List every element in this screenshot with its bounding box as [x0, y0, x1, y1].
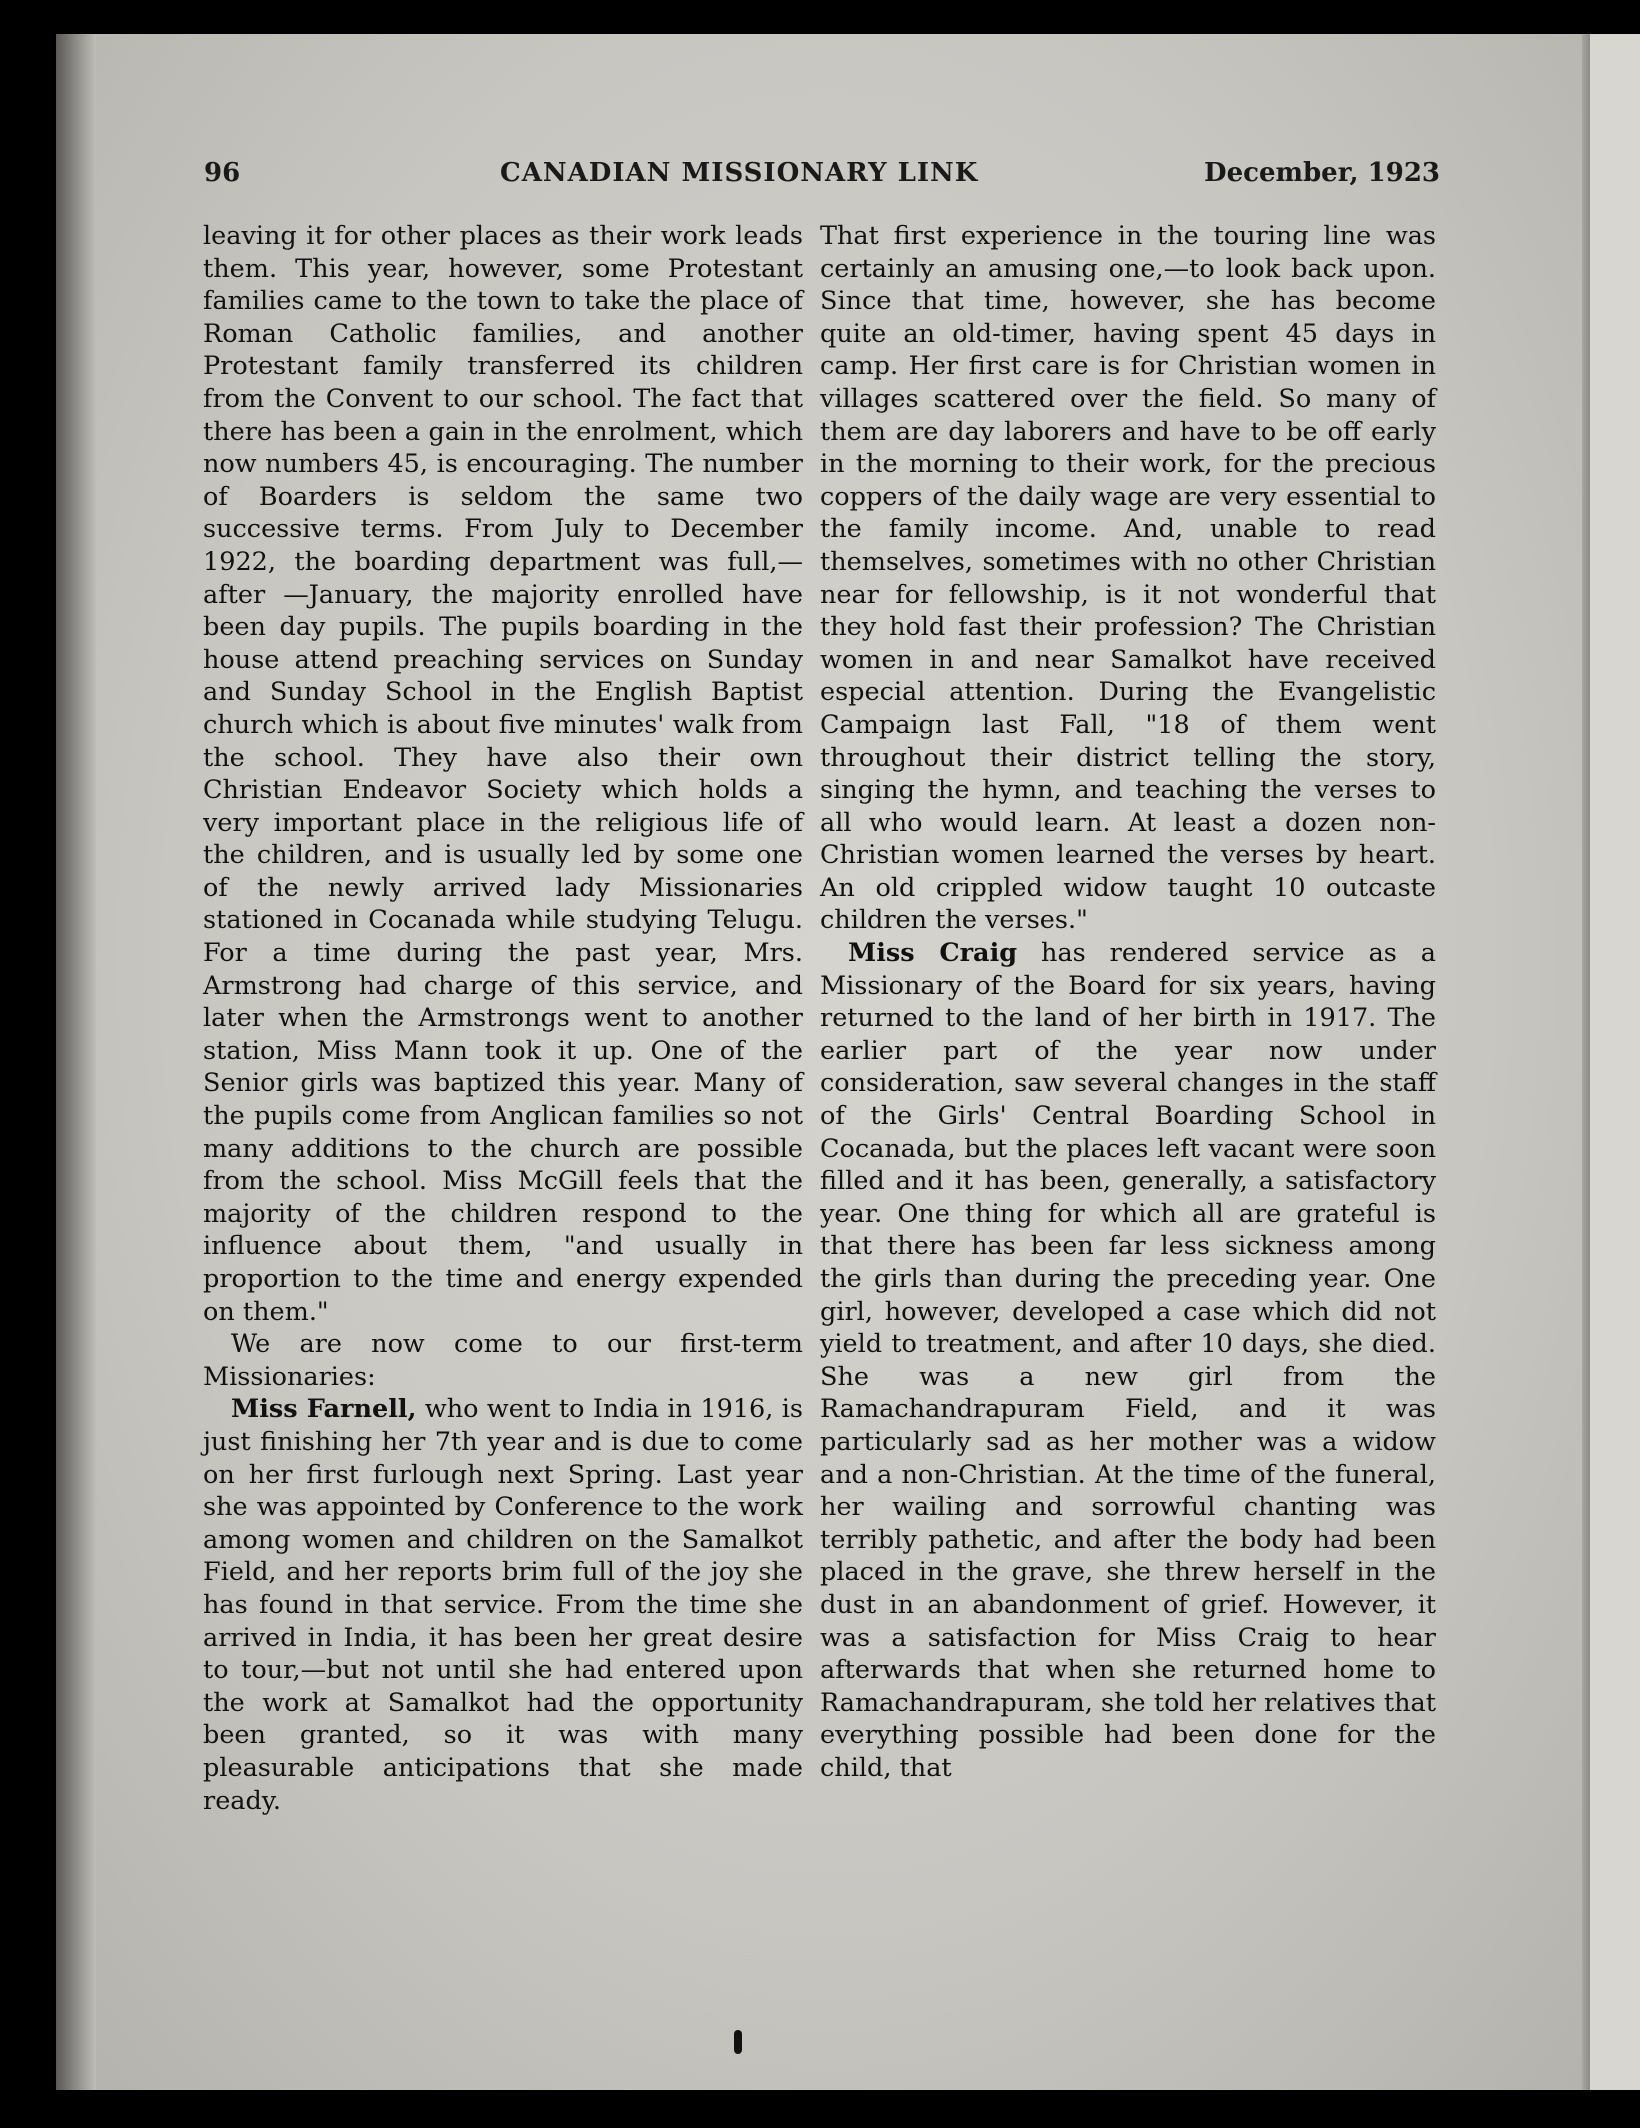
- missionary-name: Miss Craig: [848, 938, 1018, 969]
- paragraph: leaving it for other places as their work leads them. This year, however, some Protestant families came to the town to take the place of Roman Catholic families, and another Protestant family transferred its children from the Convent to our school. The fact that there has been a gain in the enrolment, which now numbers 45, is encouraging. The number of Boarders is seldom the same two successive terms. From July to December 1922, the boarding department was full,—after —January, the majority enrolled have been day pupils. The pupils boarding in the house attend preaching services on Sunday and Sunday School in the English Baptist church which is about five minutes' walk from the school. They have also their own Christian Endeavor Society which holds a very important place in the religious life of the children, and is usually led by some one of the newly arrived lady Missionaries stationed in Cocanada while studying Telugu. For a time during the past year, Mrs. Armstrong had charge of this service, and later when the Armstrongs went to another station, Miss Mann took it up. One of the Senior girls was baptized this year. Many of the pupils come from Anglican families so not many additions to the church are possible from the school. Miss McGill feels that the majority of the children respond to the influence about them, "and usually in proportion to the time and energy expended on them.": [203, 221, 803, 1327]
- paragraph: We are now come to our first-term Missionaries:: [203, 1329, 803, 1392]
- missionary-name: Miss Farnell,: [231, 1394, 417, 1425]
- print-mark: [734, 2030, 742, 2054]
- paragraph-text: has rendered service as a Missionary of the Board for six years, having returned to the land of her birth in 1917. The earlier part of the year now under consideration, saw several changes in the staff of the Girls' Central Boarding School in Cocanada, but the places left vacant were soon filled and it has been, generally, a satisfactory year. One thing for which all are grateful is that there has been far less sickness among the girls than during the preceding year. One girl, however, developed a case which did not yield to treatment, and after 10 days, she died. She was a new girl from the Ramachandrapuram Field, and it was particularly sad as her mother was a widow and a non-Christian. At the time of the funeral, her wailing and sorrowful chanting was terribly pathetic, and after the body had been placed in the grave, she threw herself in the dust in an abandonment of grief. However, it was a satisfaction for Miss Craig to hear afterwards that when she returned home to Ramachandrapuram, she told her relatives that everything possible had been done for the child, that: [820, 938, 1436, 1783]
- adjacent-page-strip: [1590, 34, 1640, 2090]
- paragraph-text: who went to India in 1916, is just finishing her 7th year and is due to come on her first furlough next Spring. Last year she was appointed by Conference to the work among women and children on the Samalkot Field, and her reports brim full of the joy she has found in that service. From the time she arrived in India, it has been her great desire to tour,—but not until she had entered upon the work at Samalkot had the opportunity been granted, so it was with many pleasurable anticipations that she made ready.: [203, 1394, 804, 1816]
- issue-date: December, 1923: [1204, 158, 1440, 188]
- paragraph: [203, 1393, 803, 1817]
- paragraph: [820, 937, 1436, 1784]
- running-header: [150, 158, 1440, 198]
- left-column: [203, 220, 803, 1817]
- publication-title: CANADIAN MISSIONARY LINK: [500, 158, 979, 188]
- page-number: 96: [204, 158, 241, 188]
- binding-gutter: [56, 34, 96, 2090]
- paragraph: That first experience in the touring line was certainly an amusing one,—to look back upon. Since that time, however, she has become quite an old-timer, having spent 45 days in camp. Her first care is for Christian women in villages scattered over the field. So many of them are day laborers and have to be off early in the morning to their work, for the precious coppers of the daily wage are very essential to the family income. And, unable to read themselves, sometimes with no other Christian near for fellowship, is it not wonderful that they hold fast their profession? The Christian women in and near Samalkot have received especial attention. During the Evangelistic Campaign last Fall, "18 of them went throughout their district telling the story, singing the hymn, and teaching the verses to all who would learn. At least a dozen non-Christian women learned the verses by heart. An old crippled widow taught 10 outcaste children the verses.": [820, 221, 1436, 936]
- right-column: [820, 220, 1436, 1785]
